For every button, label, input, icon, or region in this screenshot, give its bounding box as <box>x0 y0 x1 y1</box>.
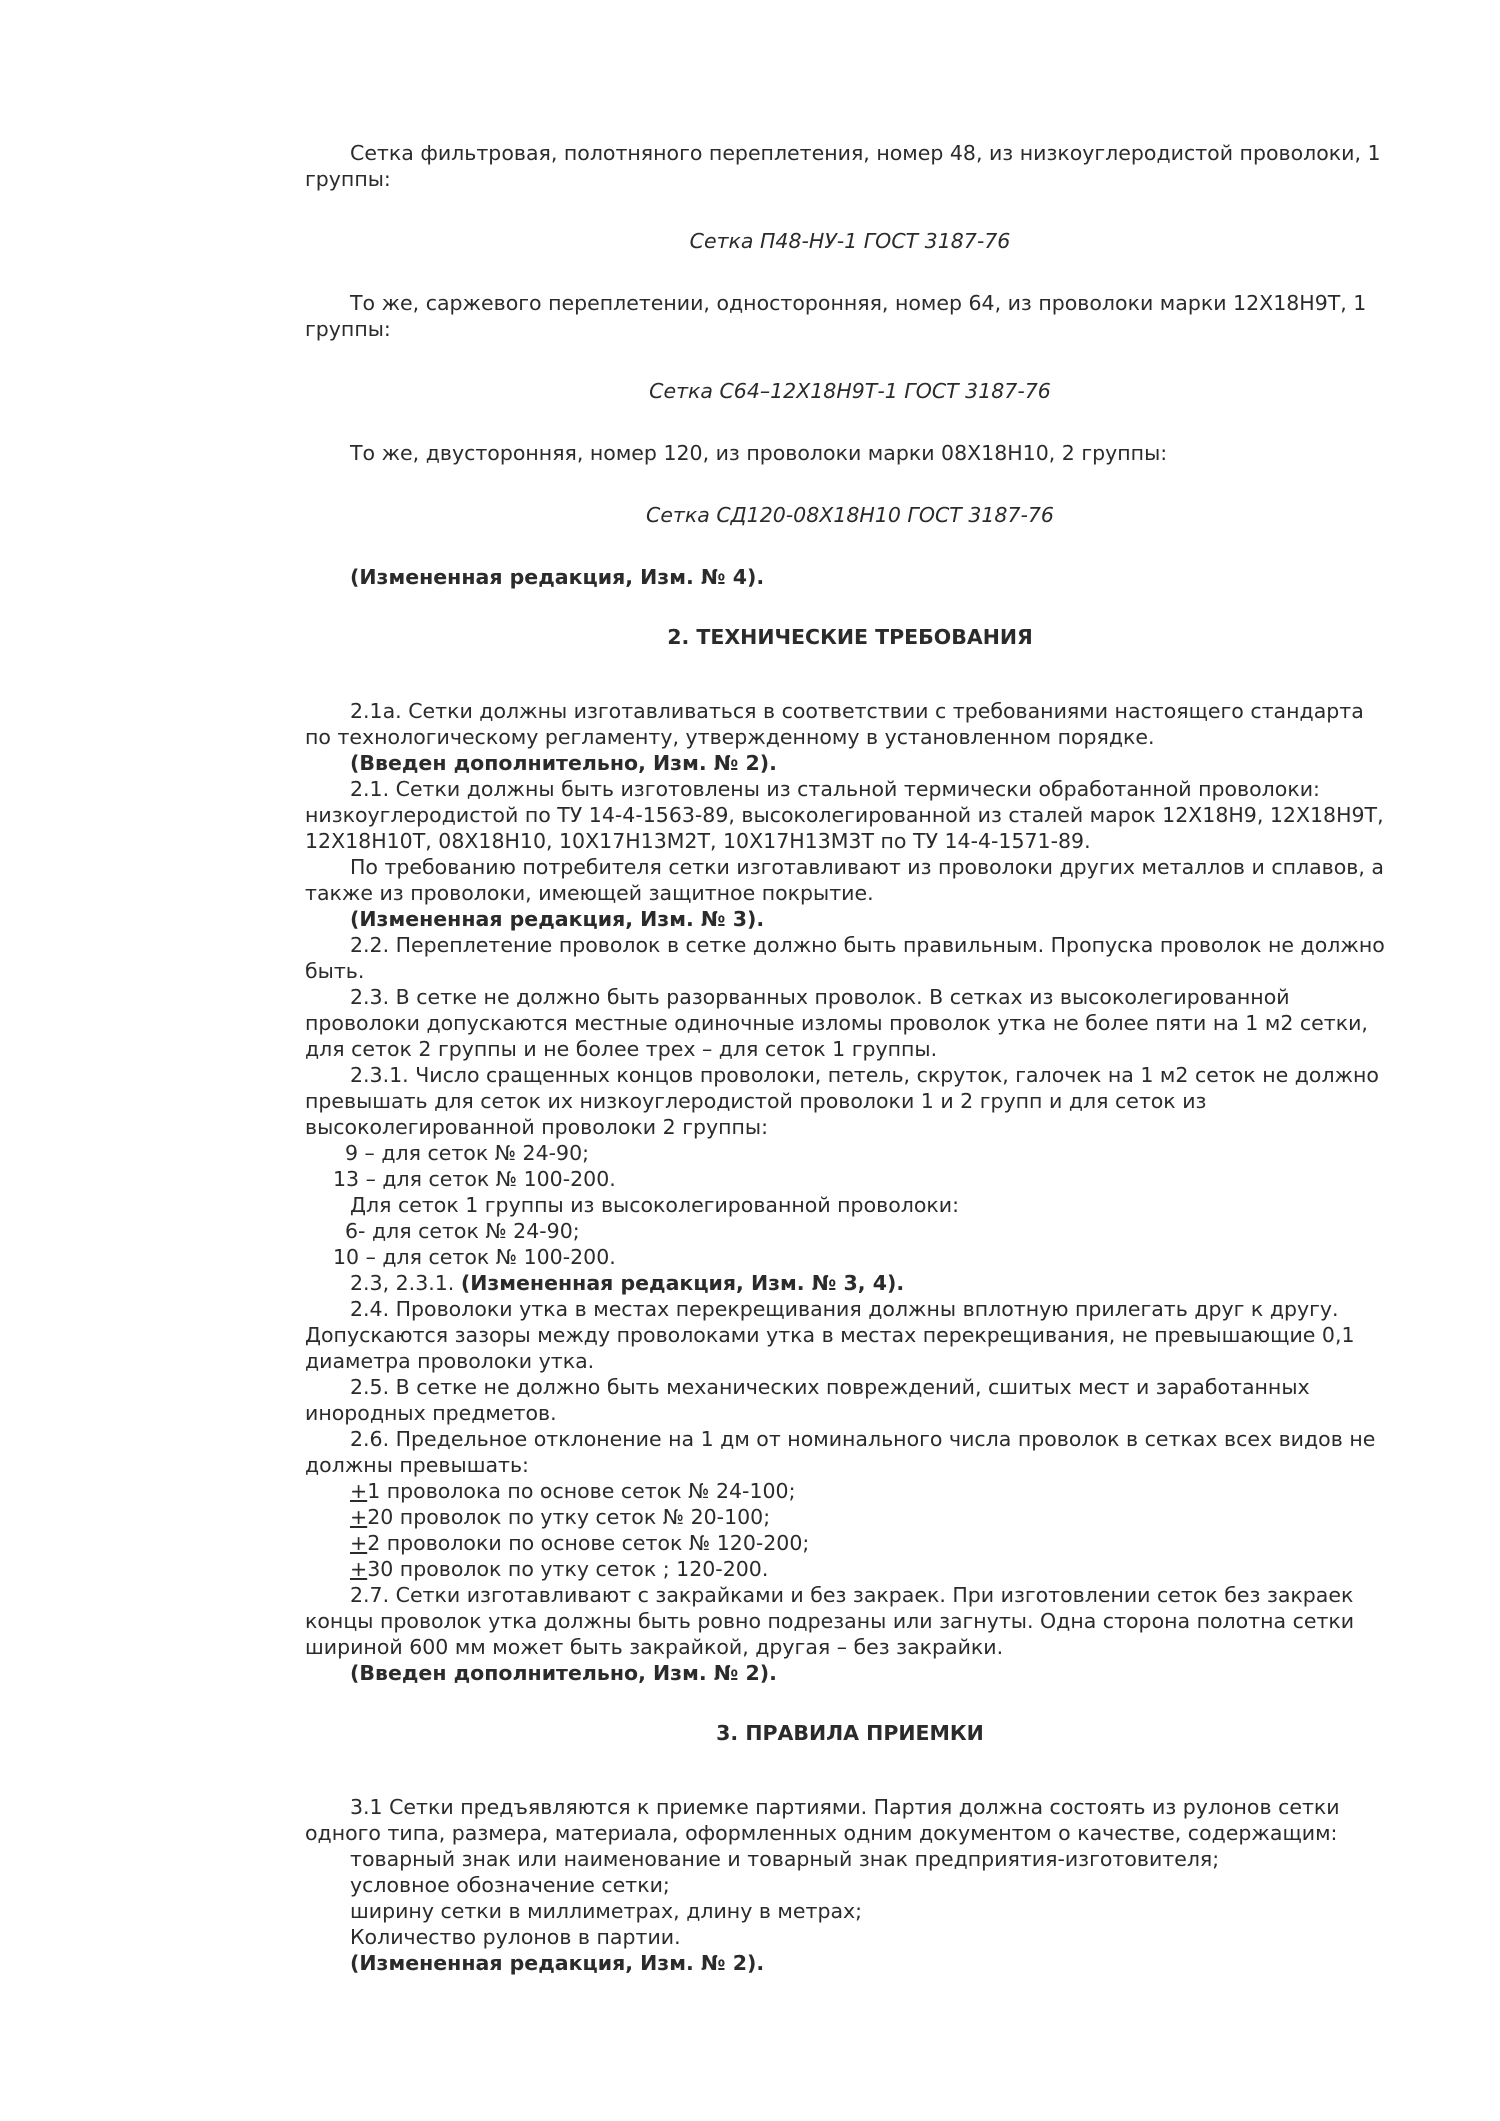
amendment-note-2-3 <box>305 1270 1395 1296</box>
list-item: 13 – для сеток № 100-200. <box>333 1167 616 1191</box>
example-designation-1: Сетка П48-НУ-1 ГОСТ 3187-76 <box>689 229 1011 253</box>
clause-2-1: 2.1. Сетки должны быть изготовлены из стальной термически обработанной проволоки: низкоуглеродистой по ТУ 14-4-1563-89, высоколегированной из сталей марок 12Х18Н9, 12Х18Н9Т, 12Х18Н10Т, 08Х18Н10, 10Х17Н13М2Т, 10Х17Н13М3Т по ТУ 14-4-1571-89. <box>305 777 1384 853</box>
plus-minus-sign: + <box>350 1479 368 1503</box>
list-item: Для сеток 1 группы из высоколегированной проволоки: <box>350 1193 959 1217</box>
list-item: ширину сетки в миллиметрах, длину в метрах; <box>350 1899 863 1923</box>
clause-2-3-1: 2.3.1. Число сращенных концов проволоки, петель, скруток, галочек на 1 м2 сеток не должно превышать для сеток их низкоуглеродистой проволоки 1 и 2 групп и для сеток из высоколегированной проволоки 2 группы: <box>305 1063 1379 1139</box>
clause-2-2: 2.2. Переплетение проволок в сетке должно быть правильным. Пропуска проволок не должно быть. <box>305 933 1385 983</box>
deviation-text: 30 проволок по утку сеток ; 120-200. <box>367 1557 769 1581</box>
intro-paragraph-2: То же, саржевого переплетении, односторонняя, номер 64, из проволоки марки 12Х18Н9Т, 1 группы: <box>305 291 1367 341</box>
deviation-text: 1 проволока по основе сеток № 24-100; <box>367 1479 796 1503</box>
clause-2-7: 2.7. Сетки изготавливают с закрайками и без закраек. При изготовлении сеток без закраек концы проволок утка должны быть ровно подрезаны или загнуты. Одна сторона полотна сетки шириной 600 мм может быть закрайкой, другая – без закрайки. <box>305 1583 1355 1659</box>
list-item: Количество рулонов в партии. <box>350 1925 681 1949</box>
intro-paragraph-3: То же, двусторонняя, номер 120, из проволоки марки 08Х18Н10, 2 группы: <box>350 441 1168 465</box>
clause-reference: 2.3, 2.3.1. <box>350 1271 461 1295</box>
amendment-text: (Измененная редакция, Изм. № 3, 4). <box>460 1271 905 1295</box>
list-item: товарный знак или наименование и товарный знак предприятия-изготовителя; <box>350 1847 1220 1871</box>
clause-2-5: 2.5. В сетке не должно быть механических повреждений, сшитых мест и заработанных инородных предметов. <box>305 1375 1310 1425</box>
clause-2-3: 2.3. В сетке не должно быть разорванных проволок. В сетках из высоколегированной проволоки допускаются местные одиночные изломы проволок утка не более пяти на 1 м2 сетки, для сеток 2 группы и не более трех – для сеток 1 группы. <box>305 985 1368 1061</box>
deviation-item <box>305 1530 1395 1556</box>
amendment-note: (Измененная редакция, Изм. № 3). <box>350 907 765 931</box>
plus-minus-sign: + <box>350 1531 368 1555</box>
deviation-item <box>305 1504 1395 1530</box>
document-page <box>305 140 1395 1976</box>
clause-2-4: 2.4. Проволоки утка в местах перекрещивания должны вплотную прилегать друг к другу. Допускаются зазоры между проволоками утка в местах перекрещивания, не превышающие 0,1 диаметра проволоки утка. <box>305 1297 1355 1373</box>
list-item: 10 – для сеток № 100-200. <box>333 1245 616 1269</box>
clause-2-1a: 2.1а. Сетки должны изготавливаться в соответствии с требованиями настоящего стандарта по технологическому регламенту, утвержденному в установленном порядке. <box>305 699 1364 749</box>
plus-minus-sign: + <box>350 1557 368 1581</box>
example-designation-2: Сетка С64–12Х18Н9Т-1 ГОСТ 3187-76 <box>649 379 1051 403</box>
amendment-note: (Измененная редакция, Изм. № 2). <box>350 1951 765 1975</box>
deviation-item <box>305 1556 1395 1582</box>
amendment-note: (Измененная редакция, Изм. № 4). <box>350 565 765 589</box>
intro-paragraph-1: Сетка фильтровая, полотняного переплетения, номер 48, из низкоуглеродистой проволоки, 1 группы: <box>305 141 1381 191</box>
deviation-text: 20 проволок по утку сеток № 20-100; <box>367 1505 771 1529</box>
plus-minus-sign: + <box>350 1505 368 1529</box>
deviation-text: 2 проволоки по основе сеток № 120-200; <box>367 1531 810 1555</box>
list-item: условное обозначение сетки; <box>350 1873 670 1897</box>
list-item: 6- для сеток № 24-90; <box>345 1219 580 1243</box>
list-item: 9 – для сеток № 24-90; <box>345 1141 590 1165</box>
clause-2-1-continued: По требованию потребителя сетки изготавливают из проволоки других металлов и сплавов, а также из проволоки, имеющей защитное покрытие. <box>305 855 1384 905</box>
amendment-note: (Введен дополнительно, Изм. № 2). <box>350 751 777 775</box>
amendment-note: (Введен дополнительно, Изм. № 2). <box>350 1661 777 1685</box>
section-2-heading: 2. ТЕХНИЧЕСКИЕ ТРЕБОВАНИЯ <box>667 625 1033 649</box>
clause-3-1: 3.1 Сетки предъявляются к приемке партиями. Партия должна состоять из рулонов сетки одного типа, размера, материала, оформленных одним документом о качестве, содержащим: <box>305 1795 1340 1845</box>
section-3-heading: 3. ПРАВИЛА ПРИЕМКИ <box>716 1721 984 1745</box>
clause-2-6: 2.6. Предельное отклонение на 1 дм от номинального числа проволок в сетках всех видов не должны превышать: <box>305 1427 1376 1477</box>
example-designation-3: Сетка СД120-08Х18Н10 ГОСТ 3187-76 <box>646 503 1054 527</box>
deviation-item <box>305 1478 1395 1504</box>
